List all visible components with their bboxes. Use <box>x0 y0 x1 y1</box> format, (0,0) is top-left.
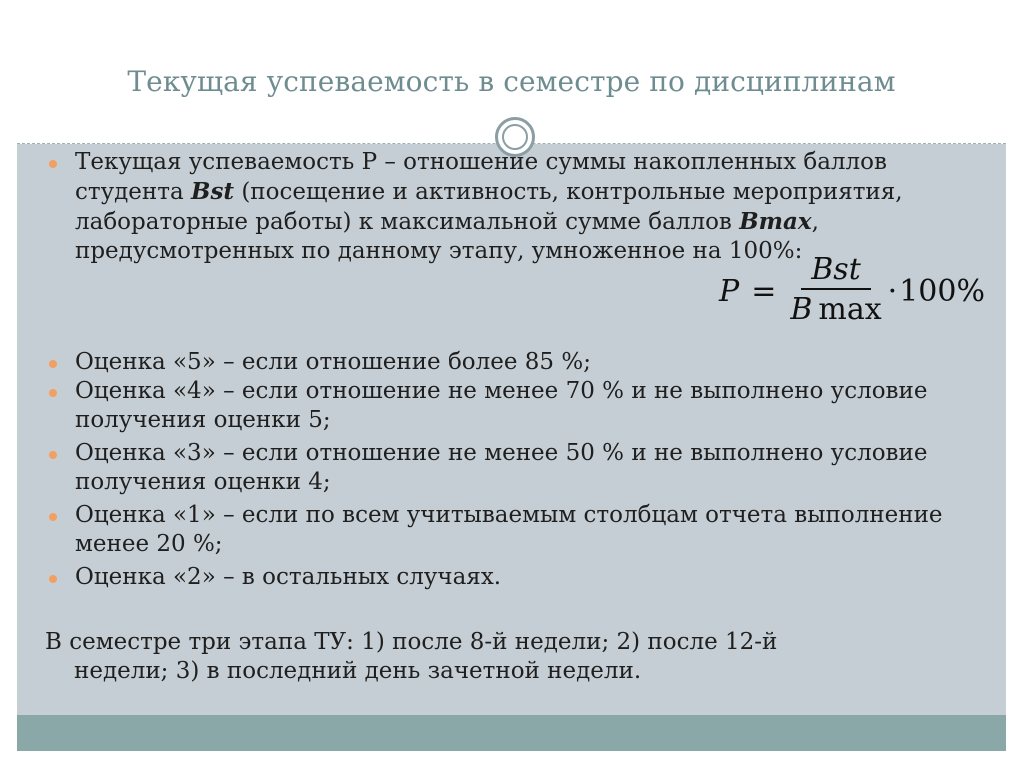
footer-line-2: недели; 3) в последний день зачетной недели. <box>74 658 642 684</box>
formula-numerator: Bst <box>801 252 871 290</box>
bottom-band <box>17 715 1006 751</box>
list-item <box>45 348 975 377</box>
formula-den-text: max <box>818 292 882 327</box>
footer-note <box>45 628 975 686</box>
grade-list <box>45 348 975 592</box>
intro-bst: Bst <box>191 178 235 205</box>
intro-bmax: Bmax <box>739 208 812 235</box>
formula-lhs: P <box>719 273 740 309</box>
bullet-dot-icon <box>49 160 57 168</box>
intro-text-2: (посещение и активность, контрольные мероприятия, лабораторные работы) к максимальной сумме баллов <box>75 179 903 235</box>
intro-text-1: Текущая успеваемость Р – отношение суммы накопленных баллов студента <box>75 149 887 205</box>
formula-fraction <box>790 252 881 330</box>
formula-equals: = <box>751 273 777 309</box>
grade-text: Оценка «2» – в остальных случаях. <box>75 564 502 590</box>
list-item <box>45 563 975 592</box>
slide <box>17 17 1006 751</box>
bullet-list <box>45 148 975 266</box>
grade-text: Оценка «5» – если отношение более 85 %; <box>75 349 591 375</box>
formula-den-var: B <box>790 292 813 327</box>
bullet-dot-icon <box>49 360 57 368</box>
list-item <box>45 501 975 559</box>
bullet-dot-icon <box>49 575 57 583</box>
formula-row <box>45 252 985 346</box>
bullet-dot-icon <box>49 389 57 397</box>
slide-body <box>45 148 985 686</box>
grade-text: Оценка «4» – если отношение не менее 70 % и не выполнено условие получения оценки 5; <box>75 378 928 433</box>
formula-denominator <box>790 290 881 330</box>
formula-dot: · <box>887 273 898 309</box>
list-item <box>45 439 975 497</box>
grade-text: Оценка «3» – если отношение не менее 50 % и не выполнено условие получения оценки 4; <box>75 440 928 495</box>
intro-bullet <box>45 148 975 266</box>
slide-title: Текущая успеваемость в семестре по дисциплинам <box>127 65 896 98</box>
intro-text-3: , предусмотренных по данному этапу, умноженное на 100%: <box>75 209 819 264</box>
formula-factor: 100% <box>899 273 985 309</box>
footer-line-1: В семестре три этапа ТУ: 1) после 8-й недели; 2) после 12-й <box>45 629 778 655</box>
formula <box>719 252 985 330</box>
bullet-dot-icon <box>49 513 57 521</box>
grade-text: Оценка «1» – если по всем учитываемым столбцам отчета выполнение менее 20 %; <box>75 502 943 557</box>
bullet-dot-icon <box>49 451 57 459</box>
list-item <box>45 377 975 435</box>
